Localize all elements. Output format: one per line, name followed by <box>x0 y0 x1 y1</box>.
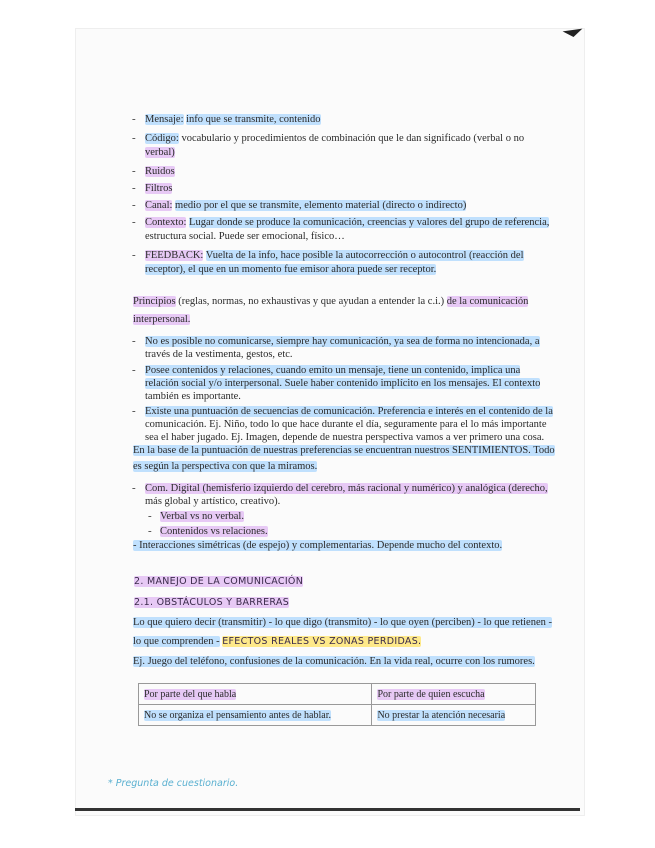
p3-line3 <box>145 431 544 444</box>
table-cell-text: No se organiza el pensamiento antes de hablar. <box>144 709 331 721</box>
filtros-text: Filtros <box>145 183 173 194</box>
section-subheading-text: 2.1. OBSTÁCULOS Y BARRERAS <box>134 597 290 608</box>
feedback-text2: receptor), el que en un momento fue emisor ahora puede ser receptor. <box>145 264 437 275</box>
contexto-text: Lugar donde se produce la comunicación, creencias y valores del grupo de referencia, <box>189 217 550 228</box>
ruidos-text: Ruidos <box>145 166 175 177</box>
codigo-line2 <box>145 146 175 159</box>
feedback-label: FEEDBACK: <box>145 250 204 261</box>
s2-line2 <box>133 635 421 648</box>
barriers-table <box>138 683 536 726</box>
bullet: - <box>132 199 136 211</box>
s2-line1 <box>133 616 552 629</box>
bullet: - <box>132 249 136 261</box>
feedback-line <box>145 249 524 262</box>
ruidos-line <box>145 165 175 178</box>
table-cell-text: No prestar la atención necesaria <box>377 709 506 721</box>
table-header <box>372 684 536 705</box>
bullet: - <box>148 510 152 522</box>
p3-line4 <box>133 444 555 457</box>
p3-text2: comunicación. Ej. Niño, todo lo que hace durante el día, seguramente para el lo más importante <box>145 419 547 430</box>
bullet: - <box>132 405 136 417</box>
p4-sub2-text: Contenidos vs relaciones. <box>160 526 268 537</box>
mensaje-text: info que se transmite, contenido <box>186 114 321 125</box>
mensaje-label: Mensaje: <box>145 114 184 125</box>
table-cell <box>139 705 372 726</box>
contexto-label: Contexto: <box>145 217 187 228</box>
table-header-text: Por parte de quien escucha <box>377 688 485 700</box>
p2-text3: también es importante. <box>145 391 241 402</box>
bullet: - <box>132 482 136 494</box>
feedback-text: Vuelta de la info, hace posible la autocorrección o autocontrol (reacción del <box>205 250 524 261</box>
table-cell <box>372 705 536 726</box>
p1-line2 <box>145 348 293 361</box>
principios-text-end: de la comunicación <box>446 296 529 307</box>
principios-text: (reglas, normas, no exhaustivas y que ayudan a entender la c.i.) <box>178 296 445 307</box>
contexto-text2: estructura social. Puede ser emocional, físico… <box>145 231 345 242</box>
p4-line1 <box>145 482 548 495</box>
bullet: - <box>132 165 136 177</box>
p2-text1: Posee contenidos y relaciones, cuando emito un mensaje, tiene un contenido, implica una <box>145 365 521 376</box>
p2-line1 <box>145 364 520 377</box>
bullet: - <box>132 182 136 194</box>
bullet: - <box>132 113 136 125</box>
section-subheading <box>134 596 289 609</box>
p3-text5: es según la perspectiva con que la miramos. <box>133 461 318 472</box>
p2-text2: relación social y/o interpersonal. Suele haber contenido implícito en los mensajes. El contexto <box>145 378 541 389</box>
section-heading-text: 2. MANEJO DE LA COMUNICACIÓN <box>134 576 304 587</box>
mensaje-line <box>145 113 321 126</box>
p2-line2 <box>145 377 540 390</box>
canal-line <box>145 199 466 212</box>
table-header-row <box>139 684 536 705</box>
p4-sub1-text: Verbal vs no verbal. <box>160 511 244 522</box>
canal-text: medio por el que se transmite, elemento material (directo o indirecto) <box>175 200 467 211</box>
s2-text1: Lo que quiero decir (transmitir) - lo que digo (transmito) - lo que oyen (perciben) - lo que retienen - <box>133 617 552 628</box>
codigo-label: Código: <box>145 133 179 144</box>
principios-label: Principios <box>133 296 176 307</box>
filtros-line <box>145 182 172 195</box>
p3-text1: Existe una puntuación de secuencias de comunicación. Preferencia e interés en el contenido de la <box>145 406 553 417</box>
p3-text3: sea el haber jugado. Ej. Imagen, depende de nuestra perspectiva vamos a ver primero una cosa. <box>145 432 545 443</box>
p3-line2 <box>145 418 547 431</box>
bullet: - <box>132 216 136 228</box>
codigo-text2: verbal) <box>145 147 175 158</box>
principios-line2 <box>133 313 190 326</box>
principios-text2: interpersonal. <box>133 314 191 325</box>
bullet: - <box>132 132 136 144</box>
bullet: - <box>148 525 152 537</box>
s2-text2a: lo que comprenden - <box>133 636 220 647</box>
p5-text: - Interacciones simétricas (de espejo) y complementarias. Depende mucho del contexto. <box>133 540 503 551</box>
p4-line2 <box>145 495 280 508</box>
p5-line <box>133 539 502 552</box>
table-row <box>139 705 536 726</box>
p3-line5 <box>133 460 317 473</box>
p3-line1 <box>145 405 553 418</box>
p1-text1: No es posible no comunicarse, siempre hay comunicación, ya sea de forma no intencionada, a <box>145 336 540 347</box>
p4-sub1 <box>160 510 244 523</box>
bullet: - <box>132 364 136 376</box>
principios-line <box>133 295 528 308</box>
page-edge-line <box>75 808 580 811</box>
codigo-line <box>145 132 524 145</box>
contexto-line <box>145 216 549 229</box>
contexto-line2 <box>145 230 345 243</box>
codigo-text: vocabulario y procedimientos de combinación que le dan significado (verbal o no <box>181 133 525 144</box>
feedback-line2 <box>145 263 436 276</box>
table-header <box>139 684 372 705</box>
p3-text4: En la base de la puntuación de nuestras preferencias se encuentran nuestros SENTIMIENTOS. Todo <box>133 445 555 456</box>
p4-sub2 <box>160 525 268 538</box>
table-header-text: Por parte del que habla <box>144 688 237 700</box>
bullet: - <box>132 335 136 347</box>
section-heading <box>134 575 303 588</box>
s2-line3 <box>133 655 535 668</box>
s2-text3: Ej. Juego del teléfono, confusiones de la comunicación. En la vida real, ocurre con los rumores. <box>133 656 535 667</box>
footnote: * Pregunta de cuestionario. <box>108 778 239 789</box>
p2-line3 <box>145 390 241 403</box>
p4-text2: más global y artístico, creativo). <box>145 496 281 507</box>
p1-text2: través de la vestimenta, gestos, etc. <box>145 349 293 360</box>
canal-label: Canal: <box>145 200 173 211</box>
s2-text2b: EFECTOS REALES VS ZONAS PERDIDAS. <box>222 636 422 647</box>
p4-text1: Com. Digital (hemisferio izquierdo del cerebro, más racional y numérico) y analógica (derecho, <box>145 483 548 494</box>
p1-line1 <box>145 335 540 348</box>
